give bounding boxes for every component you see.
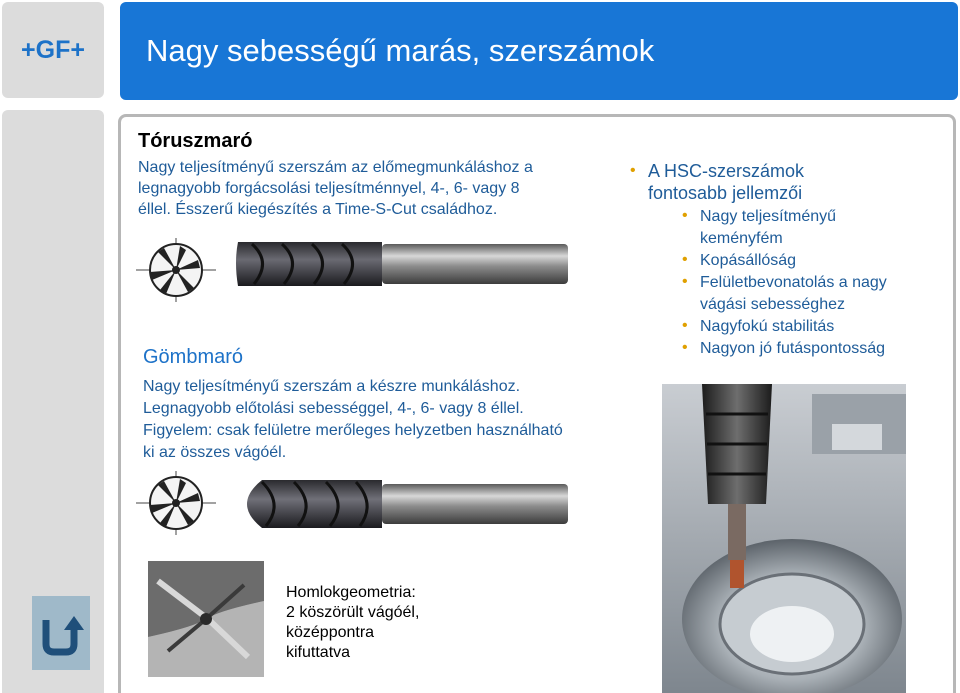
ball-description: [143, 376, 563, 464]
list-item-label: Kopásállóság: [700, 252, 797, 269]
caption-line: 2 köszörült vágóél,: [286, 604, 420, 621]
back-button[interactable]: [32, 596, 90, 670]
hsc-title: [630, 160, 950, 204]
ball-line: Legnagyobb előtolási sebességgel, 4-, 6- vagy 8 éllel.: [143, 400, 524, 417]
return-arrow-icon: [38, 608, 84, 658]
hsc-features: [630, 160, 950, 360]
bullet-icon: •: [682, 251, 688, 268]
cutting-edge-closeup-photo: [148, 561, 264, 677]
list-item-label: Nagy teljesítményű: [700, 208, 837, 225]
machining-photo: [662, 384, 906, 693]
hsc-title-line: A HSC-szerszámok: [648, 161, 805, 181]
list-item: [682, 250, 950, 272]
toroidal-description: [138, 157, 533, 220]
hsc-list: [630, 206, 950, 360]
bullet-icon: •: [682, 317, 688, 334]
toroidal-line: legnagyobb forgácsolási teljesítménnyel, 4-, 6- vagy 8: [138, 180, 520, 197]
ball-line: Figyelem: csak felületre merőleges helyzetben használható: [143, 422, 563, 439]
list-item: [682, 272, 950, 316]
cutter-cross-section-icon: [136, 238, 216, 302]
ball-heading: Gömbmaró: [143, 346, 244, 368]
bullet-icon: •: [682, 339, 688, 356]
list-item-label: Nagyon jó futáspontosság: [700, 340, 886, 357]
toroidal-heading: Tóruszmaró: [138, 130, 253, 152]
bullet-icon: •: [630, 162, 636, 179]
caption-line: kifuttatva: [286, 644, 351, 661]
title-bar: [120, 2, 958, 100]
logo-box: [2, 2, 104, 98]
bullet-icon: •: [682, 207, 688, 224]
ball-line: Nagy teljesítményű szerszám a készre munkáláshoz.: [143, 378, 521, 395]
toroidal-line: éllel. Ésszerű kiegészítés a Time-S-Cut családhoz.: [138, 201, 498, 218]
caption-line: középpontra: [286, 624, 375, 641]
front-geometry-caption: [286, 583, 419, 663]
bullet-icon: •: [682, 273, 688, 290]
ball-line: ki az összes vágóél.: [143, 444, 287, 461]
list-item-label: Nagyfokú stabilitás: [700, 318, 835, 335]
list-item: [682, 338, 950, 360]
ball-cutter-image: [232, 476, 572, 536]
list-item-label: vágási sebességhez: [700, 296, 845, 313]
page-title: Nagy sebességű marás, szerszámok: [146, 33, 655, 68]
toroidal-cutter-image: [232, 232, 572, 292]
gf-logo: +GF+: [21, 35, 85, 64]
list-item-label: keményfém: [700, 230, 783, 247]
toroidal-line: Nagy teljesítményű szerszám az előmegmunkáláshoz a: [138, 159, 533, 176]
list-item: [682, 316, 950, 338]
caption-line: Homlokgeometria:: [286, 584, 416, 601]
cutter-cross-section-icon: [136, 471, 216, 535]
list-item: [682, 206, 950, 250]
hsc-title-line: fontosabb jellemzői: [648, 183, 803, 203]
list-item-label: Felületbevonatolás a nagy: [700, 274, 887, 291]
